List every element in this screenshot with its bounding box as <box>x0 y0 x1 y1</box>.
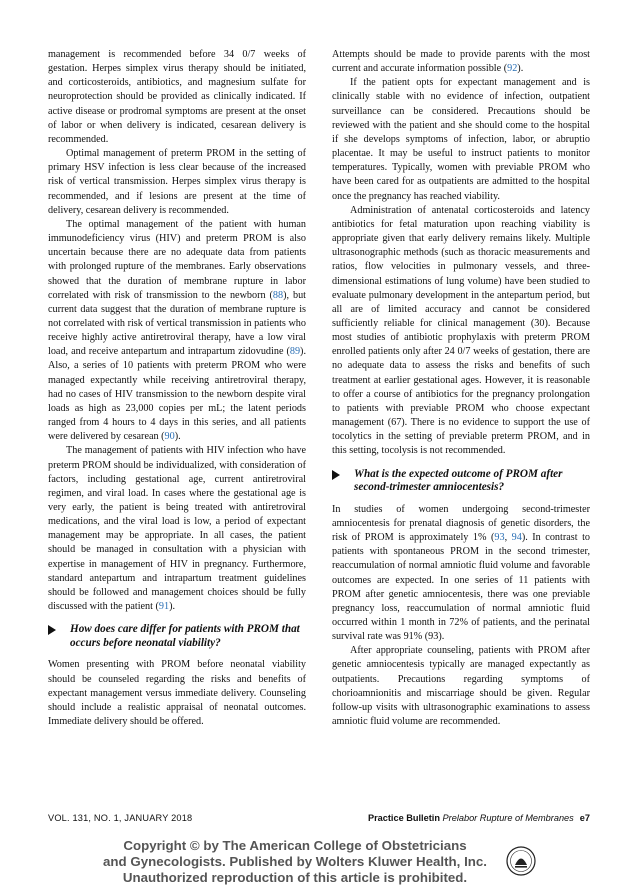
running-title <box>368 813 590 823</box>
page-footer <box>48 813 590 829</box>
copyright-line: Unauthorized reproduction of this article is prohibited. <box>122 869 468 885</box>
paragraph: management is recommended before 34 0/7 weeks of gestation. Herpes simplex virus therapy should be initiated, and corticosteroids, antibiotics, and magnesium sulfate for neuroprotection should be provided as clinically indicated. If active disease or prodromal symptoms are present at the onset of labor or when delivery is indicated, cesarean delivery is recommended. <box>48 49 306 145</box>
paragraph: If the patient opts for expectant management and is clinically stable with no evidence of infection, outpatient surveillance can be considered. Precautions should be reviewed with the patient and she should come to the hospital if she develops symptoms of infection, labor, or abruptio placentae. It may be useful to instruct patients to monitor temperatures. Typically, women with previable PROM who have been cared for as outpatients are admitted to the hospital once the pregnancy has reached viability. <box>332 77 590 202</box>
copyright-line: and Gynecologists. Published by Wolters Kluwer Health, Inc. <box>103 853 487 869</box>
bulletin-title: Prelabor Rupture of Membranes <box>442 813 574 823</box>
paragraph: Optimal management of preterm PROM in the setting of primary HSV infection is less clear because of the increased risk of vertical transmission. Herpes simplex virus therapy is recommended, and if lesions are present at the time of delivery, cesarean delivery is recommended. <box>48 148 306 216</box>
text-run: , <box>504 532 512 544</box>
citation-link[interactable]: 94 <box>511 532 522 544</box>
question-heading: How does care differ for patients with PROM that occurs before neonatal viability? <box>70 623 300 649</box>
citation-link[interactable]: 90 <box>164 431 175 443</box>
text-run: In studies of women undergoing second-trimester amniocentesis for prenatal diagnosis of genetic disorders, the risk of PROM is approximately 1% ( <box>332 503 590 544</box>
page-number: e7 <box>579 813 590 823</box>
text-run: The management of patients with HIV infection who have preterm PROM should be individualized, with consideration of factors, including gestational age, current antiretroviral regimen, and viral load. In cases where the gestational age is very early, the patient is being treated with antiretroviral medications, and the viral load is low, a period of expectant management may be appropriate. In all cases, the patient should be managed in consultation with a physician with expertise in management of HIV in pregnancy. Furthermore, standard antepartum and intrapartum treatment guidelines should be followed and management choices should be fully discussed with the patient ( <box>48 445 306 613</box>
text-run: ). Also, a series of 10 patients with preterm PROM who were managed expectantly while receiving antiretroviral therapy, had no cases of HIV transmission to the newborn despite viral loads as high as 23,000 copies per mL; the latent periods ranged from 4 hours to 4 days in this series, and all patients were delivered by cesarean ( <box>48 346 306 443</box>
text-run: ). <box>174 431 181 443</box>
volume-info: VOL. 131, NO. 1, JANUARY 2018 <box>48 813 193 823</box>
text-run: ). In contrast to patients with spontaneous PROM in the second trimester, reaccumulation of normal amniotic fluid volume and favorable outcomes are expected. In one series of 11 patients with PROM after genetic amniocentesis, there was one previable pregnancy loss, reaccumulation of normal amniotic fluid occurred within 1 month in 72% of patients, and the perinatal survival rate was 91% (93). <box>332 532 590 643</box>
copyright-notice <box>90 838 500 885</box>
citation-link[interactable]: 89 <box>289 346 301 358</box>
text-run: ). <box>517 63 524 75</box>
paragraph <box>48 444 306 614</box>
paragraph: After appropriate counseling, patients with PROM after genetic amniocentesis typically are managed expectantly as outpatients. Precautions regarding symptoms of chorioamnionitis and miscarriage should be given. Regular follow-up visits with ultrasonographic examinations to assess amniotic fluid volume are recommended. <box>332 645 590 728</box>
paragraph <box>48 218 306 445</box>
text-run: ), but current data suggest that the duration of membrane rupture is not correlated with risk of vertical transmission in patients who receive highly active antiretroviral therapy, have a low viral load, and receive antepartum and intrapartum zidovudine ( <box>48 289 306 358</box>
citation-link[interactable]: 93 <box>494 532 505 544</box>
right-column <box>332 48 590 729</box>
paragraph: Women presenting with PROM before neonatal viability should be counseled regarding the risks and benefits of expectant management versus immediate delivery. Counseling should include a realistic appraisal of neonatal outcomes. Immediate delivery should be offered. <box>48 659 306 728</box>
text-run: Attempts should be made to provide parents with the most current and accurate information possible ( <box>332 49 590 75</box>
acog-seal-icon <box>506 846 536 876</box>
paragraph <box>332 503 590 645</box>
question-heading: What is the expected outcome of PROM after second-trimester amniocentesis? <box>354 467 563 494</box>
citation-link[interactable]: 88 <box>272 289 284 301</box>
section-question <box>332 468 590 495</box>
text-run: The optimal management of the patient with human immunodeficiency virus (HIV) and preterm PROM is also uncertain because there are no adequate data from patients with prolonged rupture of the membranes. Early observations showed that the duration of membrane rupture in labor correlated with risk of transmission to the newborn ( <box>48 218 306 301</box>
section-question <box>48 623 306 650</box>
text-run: ). <box>169 601 176 613</box>
triangle-right-icon <box>332 470 340 480</box>
citation-link[interactable]: 91 <box>158 601 170 613</box>
series-name: Practice Bulletin <box>367 813 440 823</box>
copyright-line: Copyright © by The American College of Obstetricians <box>123 838 467 853</box>
paragraph <box>332 48 590 76</box>
triangle-right-icon <box>48 625 56 635</box>
left-column <box>48 48 306 729</box>
citation-link[interactable]: 92 <box>507 63 518 75</box>
paragraph: Administration of antenatal corticosteroids and latency antibiotics for fetal maturation upon reaching viability is appropriate given that early delivery remains likely. Multiple ultrasonographic methods (such as thoracic measurements and ratios, flow velocities in pulmonary vessels, and three-dimensional estimations of lung volume) have been studied to evaluate pulmonary development in the antepartum period, but all are of limited accuracy and cannot be considered sufficiently reliable for clinical management (30). Because most studies of antibiotic prophylaxis with preterm PROM enrolled patients only after 24 0/7 weeks of gestation, there are no adequate data to assess the risks and benefits of such treatment at earlier gestational ages. However, it is reasonable to offer a course of antibiotics for the pregnancy prolongation to patients with previable PROM who choose expectant management (67). There is no evidence to support the use of tocolytics in the setting of previable preterm PROM, and in this setting, tocolysis is not recommended. <box>332 204 590 457</box>
